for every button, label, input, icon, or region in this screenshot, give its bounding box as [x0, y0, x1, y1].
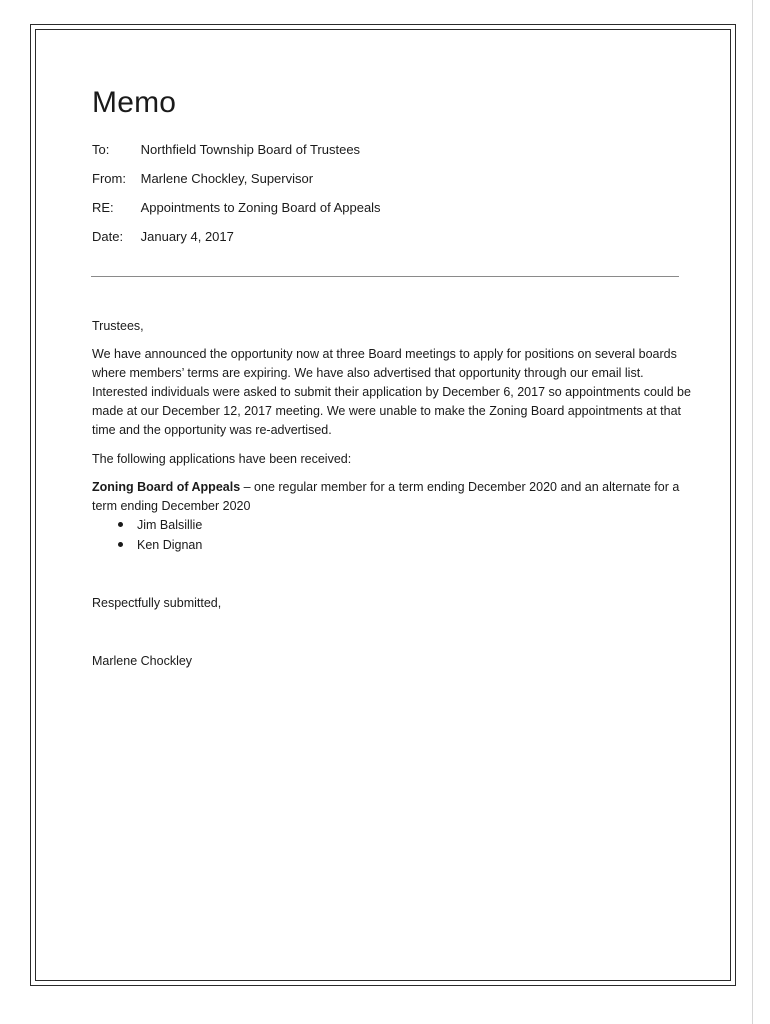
memo-to-row [92, 142, 360, 158]
memo-title: Memo [92, 86, 177, 119]
body-paragraph-2: The following applications have been received: [92, 452, 352, 466]
bullet-icon [118, 522, 123, 527]
applicant-name: Ken Dignan [137, 538, 203, 552]
memo-to-value: Northfield Township Board of Trustees [140, 142, 361, 157]
applicant-name: Jim Balsillie [137, 518, 203, 532]
memo-re-label: RE: [92, 200, 114, 215]
body-paragraph-1: We have announced the opportunity now at three Board meetings to apply for positions on several boards where members’ terms are expiring. We have also advertised that opportunity through our email list. Interested individuals were asked to submit their application by December 6, 2017 so appointments could be made at our December 12, 2017 meeting. We were unable to make the Zoning Board appointments at that time and the opportunity was re-advertised. [92, 347, 691, 437]
memo-date-value: January 4, 2017 [140, 229, 234, 244]
closing: Respectfully submitted, [92, 596, 222, 610]
list-item [92, 515, 202, 535]
memo-date-label: Date: [92, 229, 124, 244]
salutation: Trustees, [92, 319, 144, 333]
memo-from-row [92, 171, 313, 187]
memo-from-label: From: [92, 171, 126, 186]
memo-re-row [92, 200, 381, 216]
header-divider [91, 276, 679, 277]
signature: Marlene Chockley [92, 654, 193, 668]
board-paragraph [92, 478, 692, 516]
memo-to-label: To: [92, 142, 110, 157]
memo-date-row [92, 229, 234, 245]
list-item [92, 535, 202, 555]
bullet-icon [118, 542, 123, 547]
board-description: – one regular member for a term ending December 2020 and an alternate for a term ending December 2020 [92, 480, 680, 513]
memo-from-value: Marlene Chockley, Supervisor [140, 171, 314, 186]
memo-re-value: Appointments to Zoning Board of Appeals [140, 200, 381, 215]
board-name: Zoning Board of Appeals [92, 480, 241, 494]
applicant-list [92, 515, 202, 555]
scan-edge-line [752, 0, 753, 1024]
